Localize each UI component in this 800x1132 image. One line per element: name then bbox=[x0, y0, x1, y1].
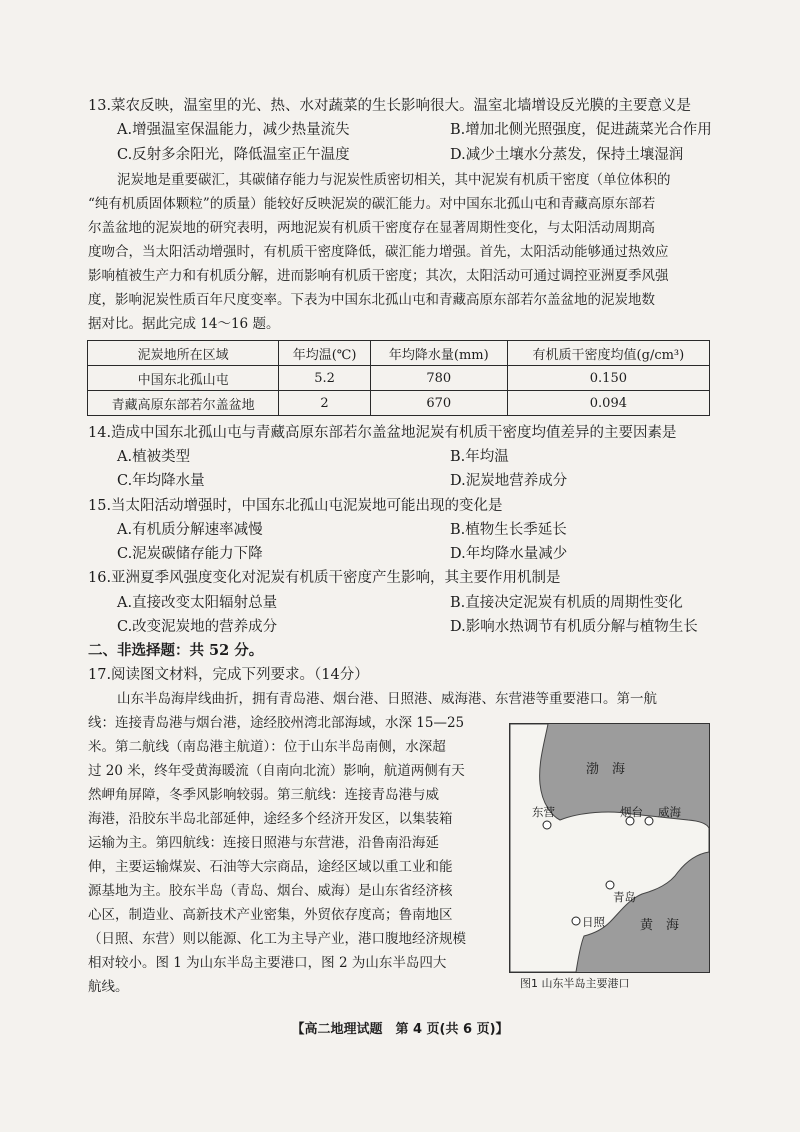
passage-line-2: “纯有机质固体颗粒”的质量）能较好反映泥炭的碳汇能力。对中国东北孤山屯和青藏高原东部若 bbox=[88, 196, 656, 212]
q15-stem: 15.当太阳活动增强时，中国东北孤山屯泥炭地可能出现的变化是 bbox=[88, 498, 503, 514]
q14-option-a: A.植被类型 bbox=[117, 449, 191, 465]
table-cell: 0.094 bbox=[507, 391, 709, 416]
q17-text-line: 然岬角屏障，冬季风影响较弱。第三航线：连接青岛港与威 bbox=[88, 787, 439, 803]
qingdao-port-marker bbox=[606, 881, 614, 889]
bohai-label: 渤 海 bbox=[586, 762, 626, 777]
q15-options-row1 bbox=[0, 520, 800, 540]
q16-option-c: C.改变泥炭地的营养成分 bbox=[117, 619, 278, 635]
table-header: 泥炭地所在区域 bbox=[88, 341, 279, 366]
q16-options-row1 bbox=[0, 593, 800, 613]
table-cell: 0.150 bbox=[507, 366, 709, 391]
q17-text-line: 伸，主要运输煤炭、石油等大宗商品，途经区域以重工业和能 bbox=[88, 859, 453, 875]
qingdao-label: 青岛 bbox=[613, 890, 636, 904]
q17-stem: 17.阅读图文材料，完成下列要求。（14分） bbox=[88, 667, 369, 683]
shandong-port-map bbox=[509, 723, 710, 973]
q13-option-a: A.增强温室保温能力，减少热量流失 bbox=[117, 122, 350, 138]
rizhao-label: 日照 bbox=[582, 915, 605, 929]
section-heading: 二、非选择题：共 52 分。 bbox=[88, 642, 264, 659]
q17-text-line: 海港，沿胶东半岛北部延伸，途经多个经济开发区，以集装箱 bbox=[88, 811, 453, 827]
q14-option-d: D.泥炭地营养成分 bbox=[450, 473, 568, 489]
q17-text-line: 相对较小。图 1 为山东半岛主要港口，图 2 为山东半岛四大 bbox=[88, 955, 447, 971]
q13-options-row1 bbox=[0, 120, 800, 140]
q17-text-line: 源基地为主。胶东半岛（青岛、烟台、威海）是山东省经济核 bbox=[88, 883, 453, 899]
page-footer: 【高二地理试题 第 4 页(共 6 页)】 bbox=[291, 1022, 509, 1037]
q17-text-line: 过 20 米，终年受黄海暖流（自南向北流）影响，航道两侧有天 bbox=[88, 763, 465, 779]
table-cell: 670 bbox=[370, 391, 507, 416]
q17-text-line: （日照、东营）则以能源、化工为主导产业，港口腹地经济规模 bbox=[88, 931, 466, 947]
q13-options-row2 bbox=[0, 145, 800, 165]
q15-option-a: A.有机质分解速率减慢 bbox=[117, 522, 263, 538]
q16-options-row2 bbox=[0, 617, 800, 637]
table-header: 有机质干密度均值(g/cm³) bbox=[507, 341, 709, 366]
huanghai-label: 黄 海 bbox=[640, 918, 680, 933]
peatland-table bbox=[87, 340, 710, 416]
q13-option-b: B.增加北侧光照强度，促进蔬菜光合作用 bbox=[450, 122, 712, 138]
weihai-port-marker bbox=[645, 817, 653, 825]
q14-option-b: B.年均温 bbox=[450, 449, 509, 465]
dongying-label: 东营 bbox=[532, 805, 555, 819]
table-row bbox=[88, 391, 710, 416]
passage-line-3: 尔盖盆地的泥炭地的研究表明，两地泥炭有机质干密度存在显著周期性变化，与太阳活动周期高 bbox=[88, 220, 655, 236]
table-row bbox=[88, 366, 710, 391]
table-header: 年均降水量(mm) bbox=[370, 341, 507, 366]
q17-text-line: 山东半岛海岸线曲折，拥有青岛港、烟台港、日照港、威海港、东营港等重要港口。第一航 bbox=[117, 691, 657, 707]
dongying-port-marker bbox=[543, 821, 551, 829]
q14-stem: 14.造成中国东北孤山屯与青藏高原东部若尔盖盆地泥炭有机质干密度均值差异的主要因素是 bbox=[88, 425, 677, 441]
passage-line-6: 度，影响泥炭性质百年尺度变率。下表为中国东北孤山屯和青藏高原东部若尔盖盆地的泥炭地数 bbox=[88, 292, 655, 308]
q16-option-d: D.影响水热调节有机质分解与植物生长 bbox=[450, 619, 698, 635]
q15-option-c: C.泥炭碳储存能力下降 bbox=[117, 546, 263, 562]
q16-stem: 16.亚洲夏季风强度变化对泥炭有机质干密度产生影响，其主要作用机制是 bbox=[88, 570, 561, 586]
passage-line-4: 度吻合，当太阳活动增强时，有机质干密度降低，碳汇能力增强。首先，太阳活动能够通过热效应 bbox=[88, 244, 669, 260]
q17-text-line: 米。第二航线（南岛港主航道）：位于山东半岛南侧，水深超 bbox=[88, 739, 446, 755]
passage-line-5: 影响植被生产力和有机质分解，进而影响有机质干密度；其次，太阳活动可通过调控亚洲夏季风强 bbox=[88, 268, 669, 284]
q15-option-b: B.植物生长季延长 bbox=[450, 522, 567, 538]
yantai-label: 烟台 bbox=[620, 805, 643, 819]
table-cell: 中国东北孤山屯 bbox=[88, 366, 279, 391]
q14-option-c: C.年均降水量 bbox=[117, 473, 205, 489]
q17-text-line: 线：连接青岛港与烟台港，途经胶州湾北部海域，水深 15—25 bbox=[88, 715, 465, 731]
q17-text-line: 航线。 bbox=[88, 979, 129, 995]
q15-options-row2 bbox=[0, 544, 800, 564]
q13-option-d: D.减少土壤水分蒸发，保持土壤湿润 bbox=[450, 147, 684, 163]
q16-option-b: B.直接决定泥炭有机质的周期性变化 bbox=[450, 595, 683, 611]
q13-stem: 13.菜农反映，温室里的光、热、水对蔬菜的生长影响很大。温室北墙增设反光膜的主要意义是 bbox=[88, 98, 692, 114]
passage-line-7: 据对比。据此完成 14～16 题。 bbox=[88, 316, 280, 332]
passage-line-1: 泥炭地是重要碳汇，其碳储存能力与泥炭性质密切相关，其中泥炭有机质干密度（单位体积的 bbox=[117, 172, 671, 188]
map-caption: 图1 山东半岛主要港口 bbox=[520, 977, 630, 990]
table-header-row bbox=[88, 341, 710, 366]
q17-text-line: 心区，制造业、高新技术产业密集，外贸依存度高；鲁南地区 bbox=[88, 907, 453, 923]
q13-option-c: C.反射多余阳光，降低温室正午温度 bbox=[117, 147, 350, 163]
q14-options-row1 bbox=[0, 447, 800, 467]
q17-text-line: 运输为主。第四航线：连接日照港与东营港，沿鲁南沿海延 bbox=[88, 835, 439, 851]
table-cell: 2 bbox=[279, 391, 370, 416]
table-header: 年均温(℃) bbox=[279, 341, 370, 366]
weihai-label: 威海 bbox=[658, 805, 681, 819]
q14-options-row2 bbox=[0, 471, 800, 491]
q16-option-a: A.直接改变太阳辐射总量 bbox=[117, 595, 278, 611]
rizhao-port-marker bbox=[572, 917, 580, 925]
q15-option-d: D.年均降水量减少 bbox=[450, 546, 568, 562]
table-cell: 5.2 bbox=[279, 366, 370, 391]
table-cell: 青藏高原东部若尔盖盆地 bbox=[88, 391, 279, 416]
table-cell: 780 bbox=[370, 366, 507, 391]
